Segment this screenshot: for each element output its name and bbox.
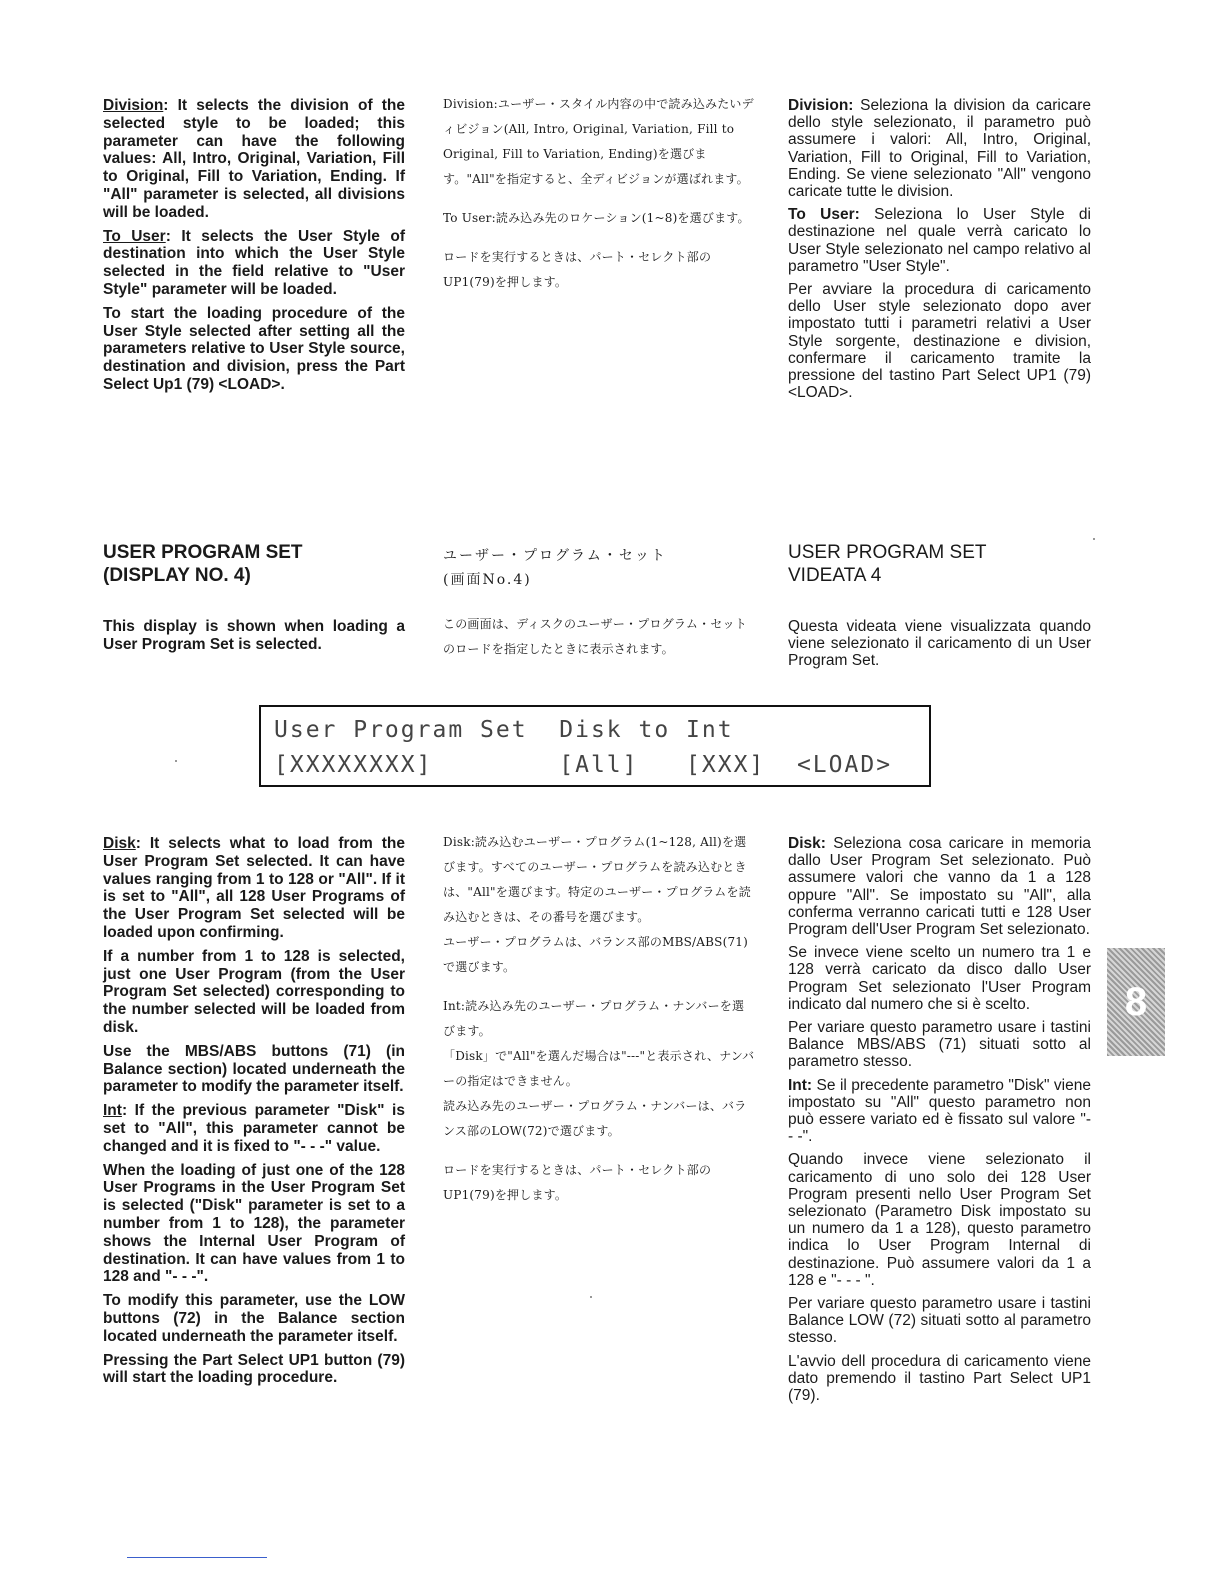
section-tab-number: 8 <box>1124 980 1148 1024</box>
it-to-user-paragraph <box>788 206 1091 275</box>
section-title: USER PROGRAM SET <box>103 542 303 563</box>
jp-section-subtitle: (画面No.4) <box>443 572 532 588</box>
it-division-text: Seleziona la division da caricare dello style selezionato, il parametro può assumere i valori: All, Intro, Original, Variation, Fill to Original, Fill to Variation, Ending. Se viene selezionato "All" vengono caricate tutte le division. <box>788 97 1091 201</box>
jp-load-paragraph: ロードを実行するときは、パート・セレクト部のUP1(79)を押します。 <box>443 250 712 289</box>
to-user-paragraph <box>103 228 405 299</box>
it-start-paragraph-bottom: L'avvio dell procedura di caricamento viene dato premendo il tastino Part Select UP1 (79). <box>788 1352 1091 1405</box>
disk-paragraph <box>103 835 405 942</box>
int-label: Int <box>103 1102 122 1120</box>
footer-rule <box>127 1557 267 1558</box>
section-heading-italian <box>788 541 1091 587</box>
jp-low-paragraph: 読み込み先のユーザー・プログラム・ナンバーは、バランス部のLOW(72)で選びます。 <box>443 1099 747 1138</box>
it-start-paragraph: Per avviare la procedura di caricamento dello User style selezionato dopo aver impostato tutti i parametri relativi a User Style sorgente, destinazione e division, confermare il caricamento tramite la pressione del tastino Part Select UP1 (79) <LOAD>. <box>788 281 1091 402</box>
division-paragraph <box>103 97 405 222</box>
intro-italian-text: Questa videata viene visualizzata quando viene selezionato il caricamento di un User Program Set. <box>788 618 1091 670</box>
it-to-user-label: To User: <box>788 206 860 224</box>
jp-int-paragraph: Int:読み込み先のユーザー・プログラム・ナンバーを選びます。 <box>443 999 745 1038</box>
it-section-title: USER PROGRAM SET <box>788 542 987 563</box>
section-subtitle: (DISPLAY NO. 4) <box>103 565 251 586</box>
to-user-text: : It selects the User Style of destination into which the User Style selected in the field relative to "User Style" parameter will be loaded. <box>103 227 405 298</box>
it-int-text: Se il precedente parametro "Disk" viene impostato su "All" questo parametro non può essere variato ed è fissato sul valore "- - -". <box>788 1076 1091 1146</box>
it-disk-label: Disk: <box>788 835 826 852</box>
scan-speck <box>175 760 177 762</box>
it-division-label: Division: <box>788 97 854 114</box>
bottom-japanese-column <box>443 830 755 1222</box>
lcd-line-1: User Program Set Disk to Int <box>274 717 734 743</box>
disk-text: : It selects what to load from the User Program Set selected. It can have values ranging from 1 to 128 or "All". If it is set to "All", all 128 User Programs of the User Program Set selected will be loaded upon confirming. <box>103 835 405 941</box>
division-text: : It selects the division of the selected style to be loaded; this parameter can have the following values: All, Intro, Original, Variation, Fill to Original, Fill to Variation, Ending. If "All" parameter is selected, all divisions will be loaded. <box>103 97 405 221</box>
section-tab <box>1107 948 1165 1056</box>
it-disk-paragraph <box>788 835 1091 938</box>
section-heading-japanese <box>443 544 755 592</box>
bottom-italian-column <box>788 835 1091 1410</box>
low-buttons-paragraph: To modify this parameter, use the LOW buttons (72) in the Balance section located underneath the parameter itself. <box>103 1292 405 1345</box>
intro-english <box>103 618 405 660</box>
it-section-subtitle: VIDEATA 4 <box>788 565 882 586</box>
it-int-label: Int: <box>788 1076 813 1094</box>
bottom-english-column <box>103 835 405 1393</box>
jp-load-bottom-paragraph: ロードを実行するときは、パート・セレクト部のUP1(79)を押します。 <box>443 1163 712 1202</box>
scan-speck <box>590 1296 592 1298</box>
it-to-user-text: Seleziona lo User Style di destinazione nel quale verrà caricato lo User Style selezionato nel campo relativo al parametro "User Style". <box>788 206 1091 275</box>
jp-mbs-paragraph: ユーザー・プログラムは、バランス部のMBS/ABS(71)で選びます。 <box>443 935 749 974</box>
top-english-column <box>103 97 405 400</box>
jp-all-paragraph: 「Disk」で"All"を選んだ場合は"---"と表示され、ナンバーの指定はできません。 <box>443 1049 755 1088</box>
single-program-paragraph: If a number from 1 to 128 is selected, just one User Program (from the User Program Set selected) corresponding to the number selected will be loaded from disk. <box>103 947 405 1036</box>
int-text: : If the previous parameter "Disk" is set to "All", this parameter cannot be changed and it is fixed to "- - -" value. <box>103 1102 405 1155</box>
start-loading-paragraph: To start the loading procedure of the User Style selected after setting all the parameters relative to User Style source, destination and division, press the Part Select Up1 (79) <LOAD>. <box>103 304 405 393</box>
scan-speck <box>1093 538 1095 540</box>
it-int-paragraph <box>788 1077 1091 1146</box>
it-division-paragraph <box>788 97 1091 200</box>
top-italian-column <box>788 97 1091 407</box>
intro-english-text: This display is shown when loading a User Program Set is selected. <box>103 618 405 653</box>
it-low-paragraph: Per variare questo parametro usare i tastini Balance LOW (72) situati sotto al parametro stesso. <box>788 1295 1091 1347</box>
disk-label: Disk <box>103 835 136 852</box>
internal-program-paragraph: When the loading of just one of the 128 User Programs in the User Program Set is selected ("Disk" parameter is set to a number from 1 to 128), the parameter shows the Internal User Program of destination. It can have values from 1 to 128 and "- - -". <box>103 1161 405 1286</box>
jp-disk-paragraph: Disk:読み込むユーザー・プログラム(1~128, All)を選びます。すべてのユーザー・プログラムを読み込むときは、"All"を選びます。特定のユーザー・プログラムを読み込むときは、その番号を選びます。 <box>443 835 751 924</box>
jp-to-user-paragraph: To User:読み込み先のロケーション(1~8)を選びます。 <box>443 211 750 225</box>
top-japanese-column <box>443 92 755 309</box>
mbs-abs-paragraph: Use the MBS/ABS buttons (71) (in Balance section) located underneath the parameter to modify the parameter itself. <box>103 1042 405 1096</box>
intro-japanese <box>443 612 755 676</box>
intro-japanese-text: この画面は、ディスクのユーザー・プログラム・セットのロードを指定したときに表示されます。 <box>443 617 747 656</box>
lcd-line-2: [XXXXXXXX] [All] [XXX] <LOAD> <box>274 752 893 778</box>
start-procedure-paragraph: Pressing the Part Select UP1 button (79) will start the loading procedure. <box>103 1351 405 1387</box>
it-mbs-paragraph: Per variare questo parametro usare i tastini Balance MBS/ABS (71) situati sotto al parametro stesso. <box>788 1019 1091 1071</box>
int-paragraph <box>103 1102 405 1155</box>
jp-division-paragraph: Division:ユーザー・スタイル内容の中で読み込みたいディビジョン(All, Intro, Original, Variation, Fill to Original, Fill to Variation, Ending)を選びます。"All"を指定すると、全ディビジョンが選ばれます。 <box>443 97 754 186</box>
section-heading-english <box>103 541 405 587</box>
division-label: Division <box>103 97 164 114</box>
lcd-display <box>259 705 931 787</box>
jp-section-title: ユーザー・プログラム・セット <box>443 548 667 564</box>
it-internal-paragraph: Quando invece viene selezionato il caricamento di uno solo dei 128 User Program presenti nello User Program Set selezionato (Parametro Disk impostato su un numero da 1 a 128), questo parametro indica lo User Program Internal di destinazione. Può assumere valori da 1 a 128 e "- - - ". <box>788 1151 1091 1289</box>
to-user-label: To User <box>103 227 166 245</box>
it-single-program-paragraph: Se invece viene scelto un numero tra 1 e 128 verrà caricato da disco dallo User Program Set selezionato l'User Program indicato dal numero che si è scelto. <box>788 944 1091 1013</box>
intro-italian <box>788 618 1091 676</box>
it-disk-text: Seleziona cosa caricare in memoria dallo User Program Set selezionato. Può assumere valori che vanno da 1 a 128 oppure "All". Se impostato su "All", alla conferma verranno caricati tutti e 128 User Program dell'User Program Set selezionato. <box>788 835 1091 939</box>
